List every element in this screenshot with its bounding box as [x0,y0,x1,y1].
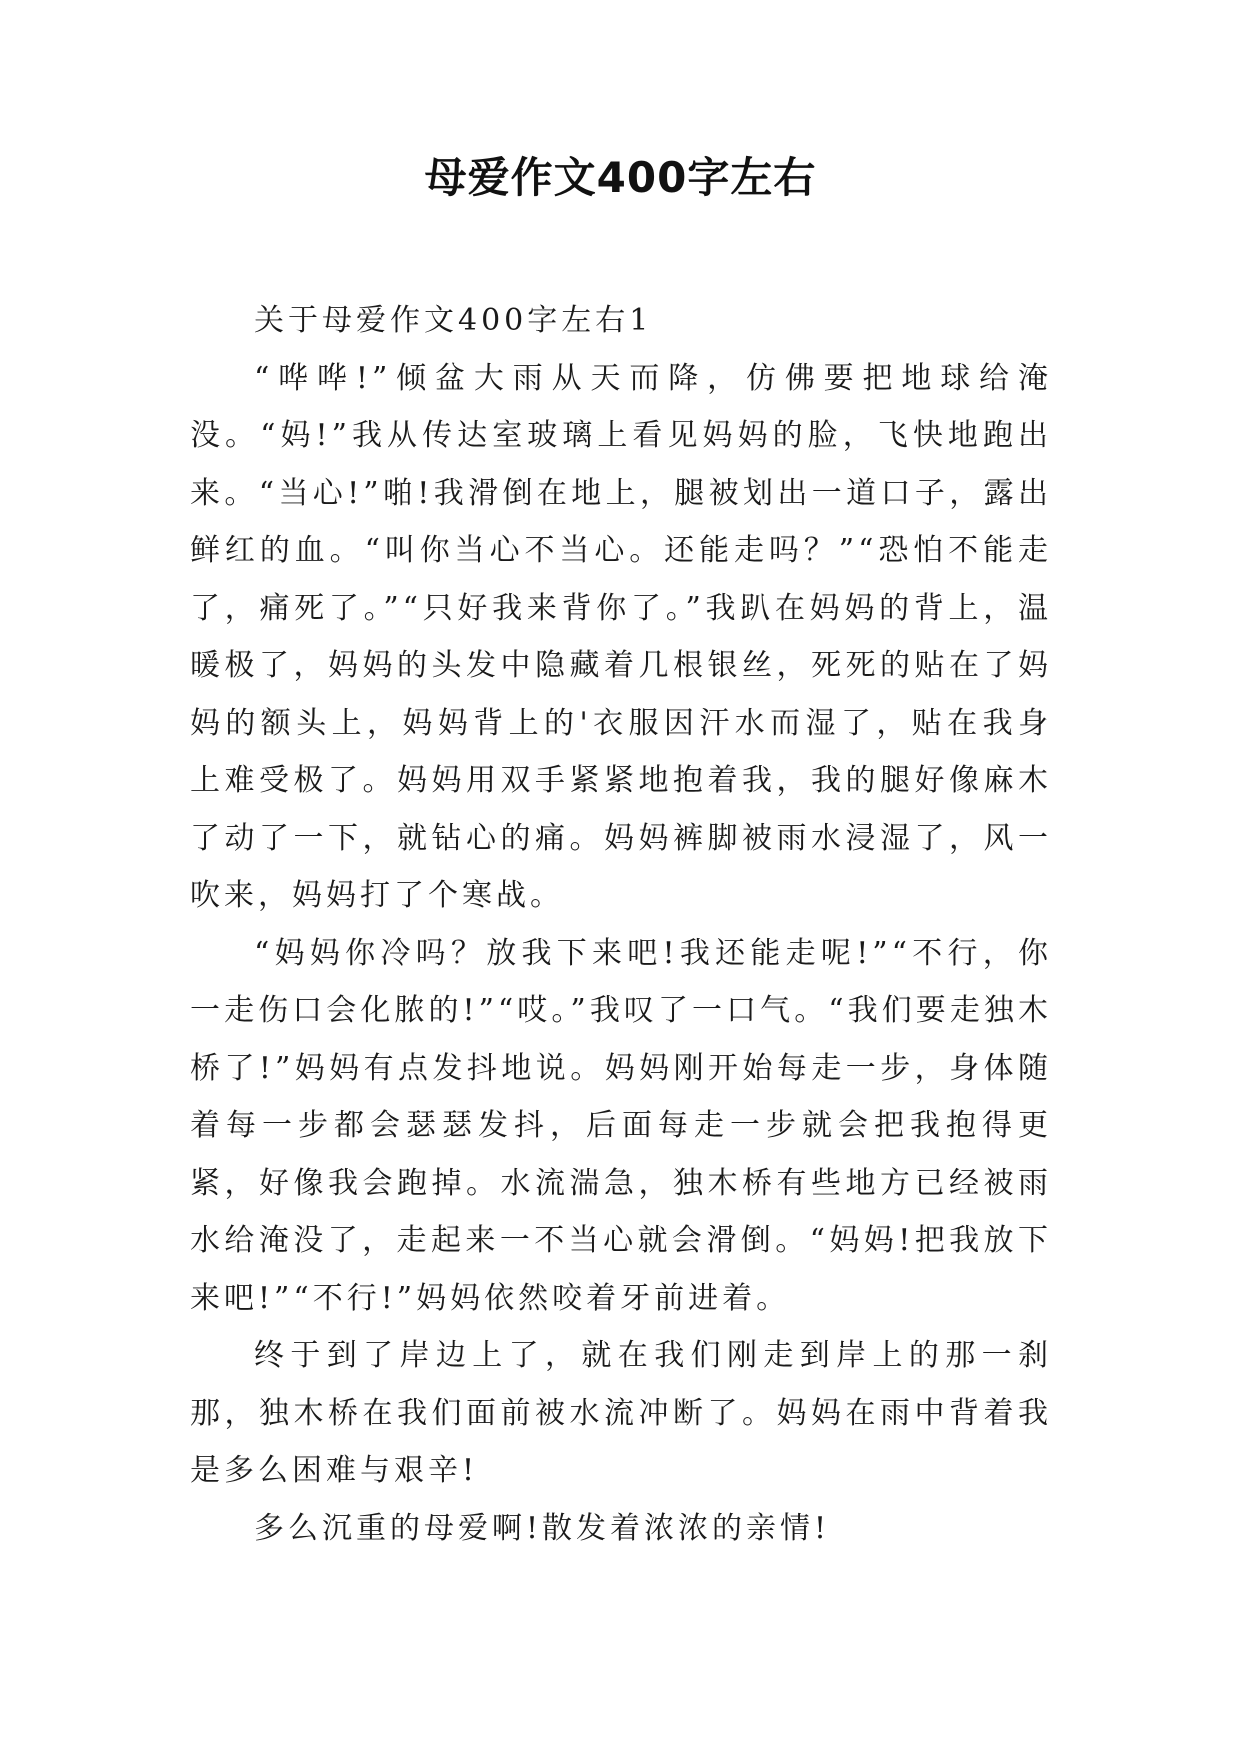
paragraph-2: “妈妈你冷吗？放我下来吧!我还能走呢!”“不行，你一走伤口会化脓的!”“哎。”我叹了一口气。“我们要走独木桥了!”妈妈有点发抖地说。妈妈刚开始每走一步，身体随着每一步都会瑟瑟发抖，后面每走一步就会把我抱得更紧，好像我会跑掉。水流湍急，独木桥有些地方已经被雨水给淹没了，走起来一不当心就会滑倒。“妈妈!把我放下来吧!”“不行!”妈妈依然咬着牙前进着。 [190,935,1052,1316]
document-body [190,292,1052,1557]
paragraph-3: 终于到了岸边上了，就在我们刚走到岸上的那一刹那，独木桥在我们面前被水流冲断了。妈妈在雨中背着我是多么困难与艰辛! [190,1338,1052,1488]
paragraph-4: 多么沉重的母爱啊!散发着浓浓的亲情! [254,1510,831,1546]
paragraph-1: “哗哗!”倾盆大雨从天而降，仿佛要把地球给淹没。“妈!”我从传达室玻璃上看见妈妈的脸，飞快地跑出来。“当心!”啪!我滑倒在地上，腿被划出一道口子，露出鲜红的血。“叫你当心不当心。还能走吗？”“恐怕不能走了，痛死了。”“只好我来背你了。”我趴在妈妈的背上，温暖极了，妈妈的头发中隐藏着几根银丝，死死的贴在了妈妈的额头上，妈妈背上的'衣服因汗水而湿了，贴在我身上难受极了。妈妈用双手紧紧地抱着我，我的腿好像麻木了动了一下，就钻心的痛。妈妈裤脚被雨水浸湿了，风一吹来，妈妈打了个寒战。 [190,360,1052,913]
document-title: 母爱作文400字左右 [424,153,817,202]
section-heading: 关于母爱作文400字左右1 [254,303,653,338]
